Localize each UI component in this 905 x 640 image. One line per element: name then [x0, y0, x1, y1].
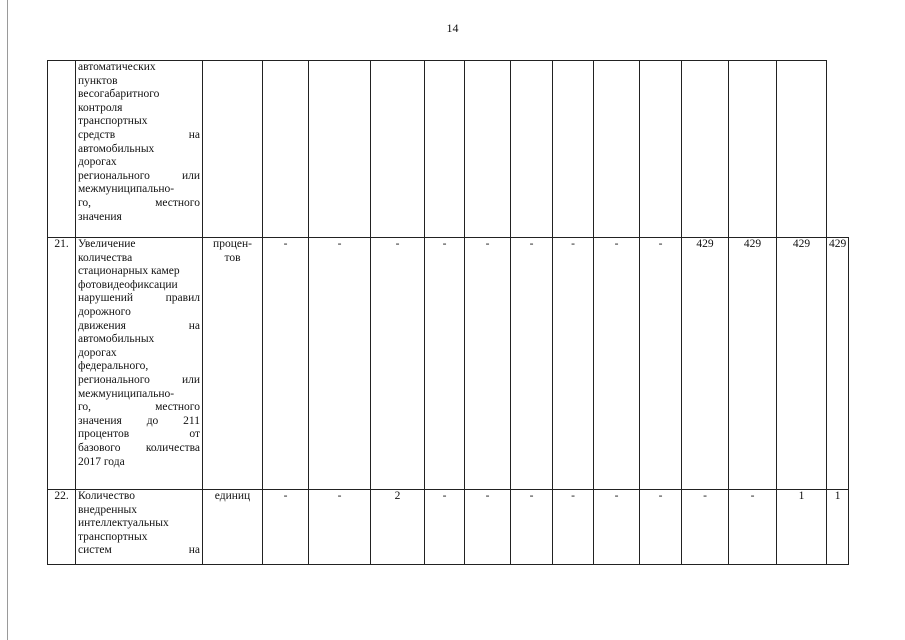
value-cell — [425, 61, 465, 238]
value-cell: 429 — [682, 238, 729, 490]
table-row-22 — [48, 490, 849, 565]
value-cell: - — [729, 490, 777, 565]
value-cell: - — [511, 490, 553, 565]
value-cell: - — [553, 238, 594, 490]
desc-line: 2017 года — [78, 455, 125, 468]
value-cell — [553, 61, 594, 238]
desc-line: движения на — [78, 319, 200, 332]
desc-line: транспортных — [78, 115, 148, 128]
value-cell: 429 — [777, 238, 827, 490]
desc-line: нарушений правил — [78, 292, 200, 305]
desc-line: автомобильных — [78, 142, 155, 155]
value-cell — [594, 61, 640, 238]
desc-line: стационарных камер — [78, 265, 180, 278]
desc-line: фотовидеофиксации — [78, 278, 178, 291]
value-cell — [729, 61, 777, 238]
desc-line: количества — [78, 251, 133, 264]
row-number: 21. — [48, 238, 76, 490]
unit-cell — [203, 238, 263, 490]
value-cell: 2 — [371, 490, 425, 565]
value-cell: - — [594, 238, 640, 490]
unit-line: тов — [224, 251, 241, 264]
value-cell: - — [640, 490, 682, 565]
desc-line: систем на — [78, 544, 200, 557]
value-cell: - — [425, 490, 465, 565]
value-cell: - — [371, 238, 425, 490]
value-cell: - — [263, 238, 309, 490]
desc-line: внедренных — [78, 503, 138, 516]
value-cell: 1 — [827, 490, 849, 565]
desc-line: го, местного — [78, 196, 200, 209]
desc-line: контроля — [78, 101, 123, 114]
desc-line: Увеличение — [78, 238, 136, 250]
indicator-description — [76, 61, 203, 238]
value-cell: - — [640, 238, 682, 490]
value-cell: - — [263, 490, 309, 565]
value-cell: - — [309, 238, 371, 490]
desc-line: транспортных — [78, 530, 148, 543]
desc-line: автомобильных — [78, 333, 155, 346]
value-cell: 1 — [777, 490, 827, 565]
value-cell — [465, 61, 511, 238]
row-number: 22. — [48, 490, 76, 565]
unit-cell — [203, 61, 263, 238]
table-row-21 — [48, 238, 849, 490]
value-cell — [682, 61, 729, 238]
value-cell: 429 — [729, 238, 777, 490]
value-cell: - — [553, 490, 594, 565]
desc-line: весогабаритного — [78, 88, 160, 101]
value-cell — [309, 61, 371, 238]
desc-line: значения до 211 — [78, 414, 200, 427]
indicators-table — [47, 60, 849, 565]
value-cell: - — [465, 490, 511, 565]
desc-line: федерального, — [78, 360, 149, 373]
page-number: 14 — [446, 21, 459, 35]
desc-line: дорогах — [78, 346, 117, 359]
value-cell: 429 — [827, 238, 849, 490]
row-number-cell — [48, 61, 76, 238]
desc-line: го, местного — [78, 401, 200, 414]
indicator-description — [76, 490, 203, 565]
desc-line: автоматических — [78, 61, 156, 73]
desc-line: базового количества — [78, 441, 200, 454]
desc-line: значения — [78, 210, 122, 223]
desc-line: средств на — [78, 128, 200, 141]
value-cell: - — [425, 238, 465, 490]
value-cell: - — [511, 238, 553, 490]
value-cell: - — [594, 490, 640, 565]
value-cell: - — [465, 238, 511, 490]
unit-cell: единиц — [203, 490, 263, 565]
indicator-description — [76, 238, 203, 490]
value-cell: - — [309, 490, 371, 565]
desc-line: межмуниципально- — [78, 183, 175, 196]
desc-line: дорогах — [78, 156, 117, 169]
desc-line: регионального или — [78, 373, 200, 386]
value-cell — [640, 61, 682, 238]
desc-line: регионального или — [78, 169, 200, 182]
value-cell: - — [682, 490, 729, 565]
desc-line: дорожного — [78, 305, 131, 318]
unit-line: процен- — [213, 238, 252, 250]
value-cell — [777, 61, 827, 238]
desc-line: процентов от — [78, 428, 200, 441]
desc-line: Количество — [78, 490, 135, 502]
value-cell — [511, 61, 553, 238]
value-cell — [263, 61, 309, 238]
desc-line: межмуниципально- — [78, 387, 175, 400]
table-row-continuation — [48, 61, 849, 238]
page-edge-line — [7, 0, 8, 640]
desc-line: интеллектуальных — [78, 517, 169, 530]
desc-line: пунктов — [78, 74, 118, 87]
value-cell — [371, 61, 425, 238]
